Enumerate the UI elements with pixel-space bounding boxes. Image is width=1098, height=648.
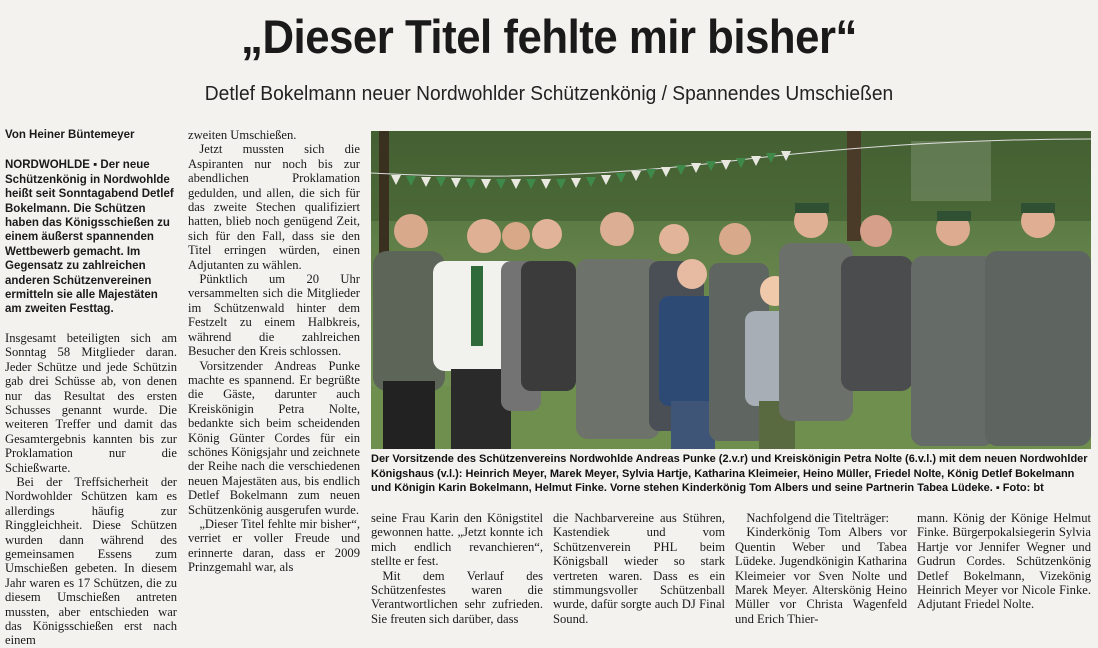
- body-paragraph: zweiten Umschießen.: [188, 128, 297, 142]
- body-paragraph: Insgesamt beteiligten sich am Sonntag 58 Mitglieder daran. Jeder Schütze und jede Schützin gab drei Schüsse ab, von denen nur das Resultat des ersten Schusses genannt wurde. Die weiteren Treffer und damit das Gesamtergebnis kannten bis zur Proklamation nur die Schießwarte.: [5, 330, 177, 475]
- body-paragraph: Kinderkönig Tom Albers vor Quentin Weber und Tabea Lüdeke. Jugendkönigin Katharina Kleimeier vor Sven Nolte und Marek Meyer. Alterskönig Heino Müller vor Christa Wagenfeld und Erich Thier-: [735, 525, 907, 626]
- lead-text: ▪ Der neue Schützenkönig in Nordwohlde heißt seit Sonntagabend Detlef Bokelmann. Die Schützen haben das Königsschießen zu einem äußerst spannenden Wettbewerb gemacht. Im Gegensatz zu zahlreichen anderen Schützenvereinen ermitteln sie alle Majestäten am zweiten Festtag.: [5, 159, 174, 316]
- body-paragraph: Jetzt mussten sich die Aspiranten nur noch bis zur abendlichen Proklamation gedulden, und allen, die sich für das zweite Stechen qualifiziert hatten, blieb noch genügend Zeit, sich für den Fall, dass sie den Titel erringen würden, einen Adjutanten zu wählen.: [188, 142, 360, 272]
- article-column-5: [735, 511, 907, 626]
- body-paragraph: Nachfolgend die Titelträger:: [746, 511, 890, 525]
- body-paragraph: Bei der Treffsicherheit der Nordwohlder Schützen kam es allerdings häufig zur Ringgleichheit. Diese Schützen wurden dann während des gemeinsamen Essens zum Umschießen gebeten. In diesem Jahr waren es 17 Schützen, die zu diesem Umschießen antreten mussten, aber entschieden war das Königsschießen erst nach einem: [5, 474, 177, 648]
- lead-paragraph: [5, 158, 177, 316]
- body-paragraph: seine Frau Karin den Königstitel gewonnen hatte. „Jetzt konnte ich mich endlich revanchieren“, stellte er fest.: [371, 511, 543, 569]
- article-headline: „Dieser Titel fehlte mir bisher“: [241, 10, 857, 63]
- body-paragraph: Vorsitzender Andreas Punke machte es spannend. Er begrüßte die Gäste, darunter auch Kreiskönigin Petra Nolte, bedankte sich beim scheidenden König Günter Cordes für ein schönes Königsjahr und zeichnete der Reihe nach die verschiedenen neuen Majestäten aus, bis endlich Detlef Bokelmann zum neuen Schützenkönig ausgerufen wurde.: [188, 358, 360, 517]
- body-paragraph: „Dieser Titel fehlte mir bisher“, verriet er voller Freude und erinnerte daran, dass er 2009 Prinzgemahl war, als: [188, 516, 360, 575]
- article-column-4: [553, 511, 725, 626]
- article-column-6: [917, 511, 1091, 612]
- byline: Von Heiner Büntemeyer: [5, 129, 135, 141]
- article-subheadline: Detlef Bokelmann neuer Nordwohlder Schützenkönig / Spannendes Umschießen: [204, 83, 894, 105]
- lead-location: NORDWOHLDE: [5, 159, 90, 172]
- article-column-1: [5, 128, 177, 648]
- photo-caption: Der Vorsitzende des Schützenvereins Nordwohlde Andreas Punke (2.v.r) und Kreiskönigin Petra Nolte (6.v.l.) mit dem neuen Nordwohlder Königshaus (v.l.): Heinrich Meyer, Marek Meyer, Sylvia Hartje, Katharina Kleimeier, Heino Müller, Friedel Nolte, König Detlef Bokelmann und Königin Karin Bokelmann, Helmut Finke. Vorne stehen Kinderkönig Tom Albers und seine Partnerin Tabea Lüdeke. ▪ Foto: bt: [371, 453, 1088, 495]
- body-paragraph: mann. König der Könige Helmut Finke. Bürgerpokalsiegerin Sylvia Hartje vor Jennifer Wegner und Gudrun Cordes. Schützenkönig Detlef Bokelmann, Vizekönig Heinrich Meyer vor Nicole Finke. Adjutant Friedel Nolte.: [917, 511, 1091, 612]
- group-photo: [371, 131, 1091, 449]
- group-photo-illustration: [371, 131, 1091, 449]
- article-column-3: [371, 511, 543, 626]
- body-paragraph: Mit dem Verlauf des Schützenfestes waren die Verantwortlichen sehr zufrieden. Sie freuten sich darüber, dass: [371, 568, 543, 626]
- article-column-2: [188, 128, 360, 575]
- body-paragraph: Pünktlich um 20 Uhr versammelten sich die Mitglieder im Schützenwald hinter dem Festzelt zu einem Halbkreis, während die zahlreichen Besucher den Kreis schlossen.: [188, 272, 360, 359]
- body-paragraph: die Nachbarvereine aus Stühren, Kastendiek und vom Schützenverein PHL beim Königsball wieder so stark vertreten waren. Dass es ein stimmungsvoller Schützenball wurde, dafür sorgte auch DJ Final Sound.: [553, 511, 725, 626]
